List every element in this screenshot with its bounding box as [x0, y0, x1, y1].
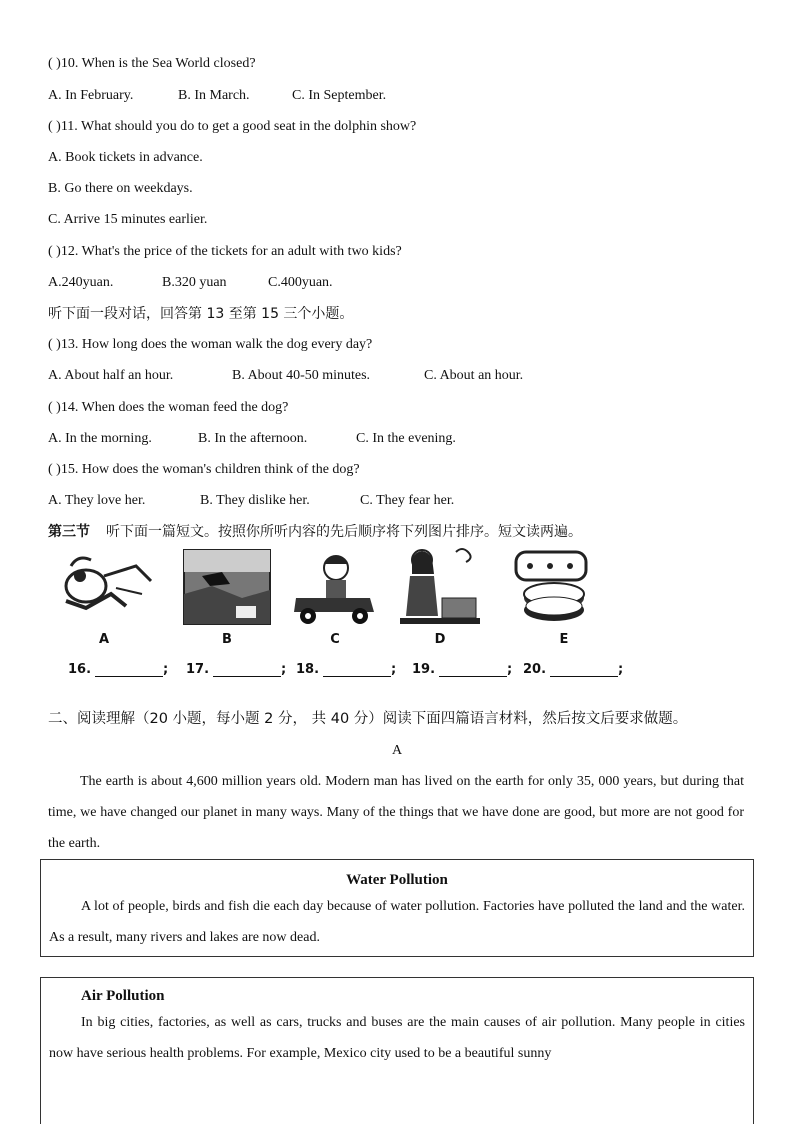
option-b: B. About 40-50 minutes. — [232, 368, 371, 383]
question-15-options — [48, 492, 454, 510]
option-a: A. In the morning. — [48, 431, 152, 446]
question-14-options — [48, 430, 456, 448]
question-stem: 13. How long does the woman walk the dog every day? — [60, 337, 373, 352]
question-10-options — [48, 87, 386, 105]
picture-d-illustration — [398, 546, 494, 628]
air-pollution-box — [40, 977, 754, 1124]
answer-20[interactable]: 20. ; — [523, 662, 624, 677]
question-stem: 12. What's the price of the tickets for an adult with two kids? — [60, 244, 402, 259]
answer-paren: ( ) — [48, 337, 61, 352]
question-11-option-c: C. Arrive 15 minutes earlier. — [48, 212, 208, 227]
answer-paren: ( ) — [48, 56, 61, 71]
answer-paren: ( ) — [48, 119, 61, 134]
question-11-option-b: B. Go there on weekdays. — [48, 181, 193, 196]
answer-17[interactable]: 17. ; — [186, 662, 287, 677]
answer-blank[interactable] — [323, 662, 391, 677]
water-pollution-title: Water Pollution — [346, 872, 448, 888]
dialog-instruction: 听下面一段对话，回答第 13 至第 15 三个小题。 — [48, 306, 354, 322]
option-b: B. In the afternoon. — [198, 431, 308, 446]
picture-a-illustration — [56, 546, 152, 628]
question-stem: 15. How does the woman's children think of the dog? — [60, 462, 360, 477]
passage-label: A — [391, 743, 403, 758]
section-3-text: 听下面一篇短文。按照你所听内容的先后顺序将下列图片排序。短文读两遍。 — [106, 524, 582, 540]
answer-blank[interactable] — [95, 662, 163, 677]
question-stem: 11. What should you do to get a good seat in the dolphin show? — [60, 119, 417, 134]
picture-c-label: C — [330, 632, 340, 647]
question-13-options — [48, 367, 523, 385]
question-stem: 14. When does the woman feed the dog? — [60, 400, 289, 415]
answer-number: 16. — [68, 662, 92, 677]
answer-number: 19. — [412, 662, 436, 677]
answer-number: 17. — [186, 662, 210, 677]
water-pollution-text: A lot of people, birds and fish die each day because of water pollution. Factories have polluted the land and the water. As a result, many rivers and lakes are now dead. — [49, 899, 745, 945]
option-b: B. In March. — [178, 88, 250, 103]
option-c: C. About an hour. — [424, 368, 524, 383]
answer-number: 20. — [523, 662, 547, 677]
question-stem: 10. When is the Sea World closed? — [60, 56, 256, 71]
answer-paren: ( ) — [48, 462, 61, 477]
picture-e-label: E — [559, 632, 569, 647]
question-14 — [48, 399, 288, 417]
answer-paren: ( ) — [48, 400, 61, 415]
option-b: B. They dislike her. — [200, 493, 310, 508]
answer-18[interactable]: 18. ; — [296, 662, 397, 677]
picture-c-illustration — [290, 546, 386, 628]
option-c: C. In September. — [292, 88, 387, 103]
option-a: A. They love her. — [48, 493, 146, 508]
answer-blank[interactable] — [213, 662, 281, 677]
answer-blank[interactable] — [550, 662, 618, 677]
picture-a-label: A — [98, 632, 110, 647]
section-3-label: 第三节 — [48, 524, 90, 540]
air-pollution-title: Air Pollution — [81, 988, 165, 1004]
question-11 — [48, 118, 416, 136]
section-3-instruction — [48, 523, 582, 541]
answer-19[interactable]: 19. ; — [412, 662, 513, 677]
question-11-option-a: A. Book tickets in advance. — [48, 150, 203, 165]
question-13 — [48, 336, 372, 354]
answer-number: 18. — [296, 662, 320, 677]
option-c: C.400yuan. — [268, 275, 333, 290]
question-10 — [48, 55, 256, 73]
option-c: C. In the evening. — [356, 431, 456, 446]
option-b: B.320 yuan — [162, 275, 227, 290]
question-12-options — [48, 274, 333, 292]
picture-row — [56, 546, 616, 646]
answer-16[interactable]: 16. ; — [68, 662, 169, 677]
reading-heading: 二、阅读理解（20 小题，每小题 2 分， 共 40 分）阅读下面四篇语言材料，然后按文后要求做题。 — [48, 711, 688, 727]
picture-b-illustration — [182, 546, 278, 628]
passage-intro: The earth is about 4,600 million years old. Modern man has lived on the earth for only 35, 000 years, but during that time, we have changed our planet in many ways. Many of the things that we have done are good, but more are not good for the earth. — [48, 774, 744, 851]
water-pollution-box — [40, 859, 754, 957]
option-c: C. They fear her. — [360, 493, 455, 508]
option-a: A.240yuan. — [48, 275, 114, 290]
answer-paren: ( ) — [48, 244, 61, 259]
picture-b-label: B — [222, 632, 232, 647]
picture-e-illustration — [504, 546, 600, 628]
question-12 — [48, 243, 402, 261]
question-15 — [48, 461, 360, 479]
picture-d-label: D — [434, 632, 446, 647]
air-pollution-text: In big cities, factories, as well as cars, trucks and buses are the main causes of air pollution. Many people in cities now have serious health problems. For example, Mexico city used to be a beautiful sunny — [49, 1015, 745, 1061]
answer-blank[interactable] — [439, 662, 507, 677]
option-a: A. About half an hour. — [48, 368, 174, 383]
option-a: A. In February. — [48, 88, 134, 103]
